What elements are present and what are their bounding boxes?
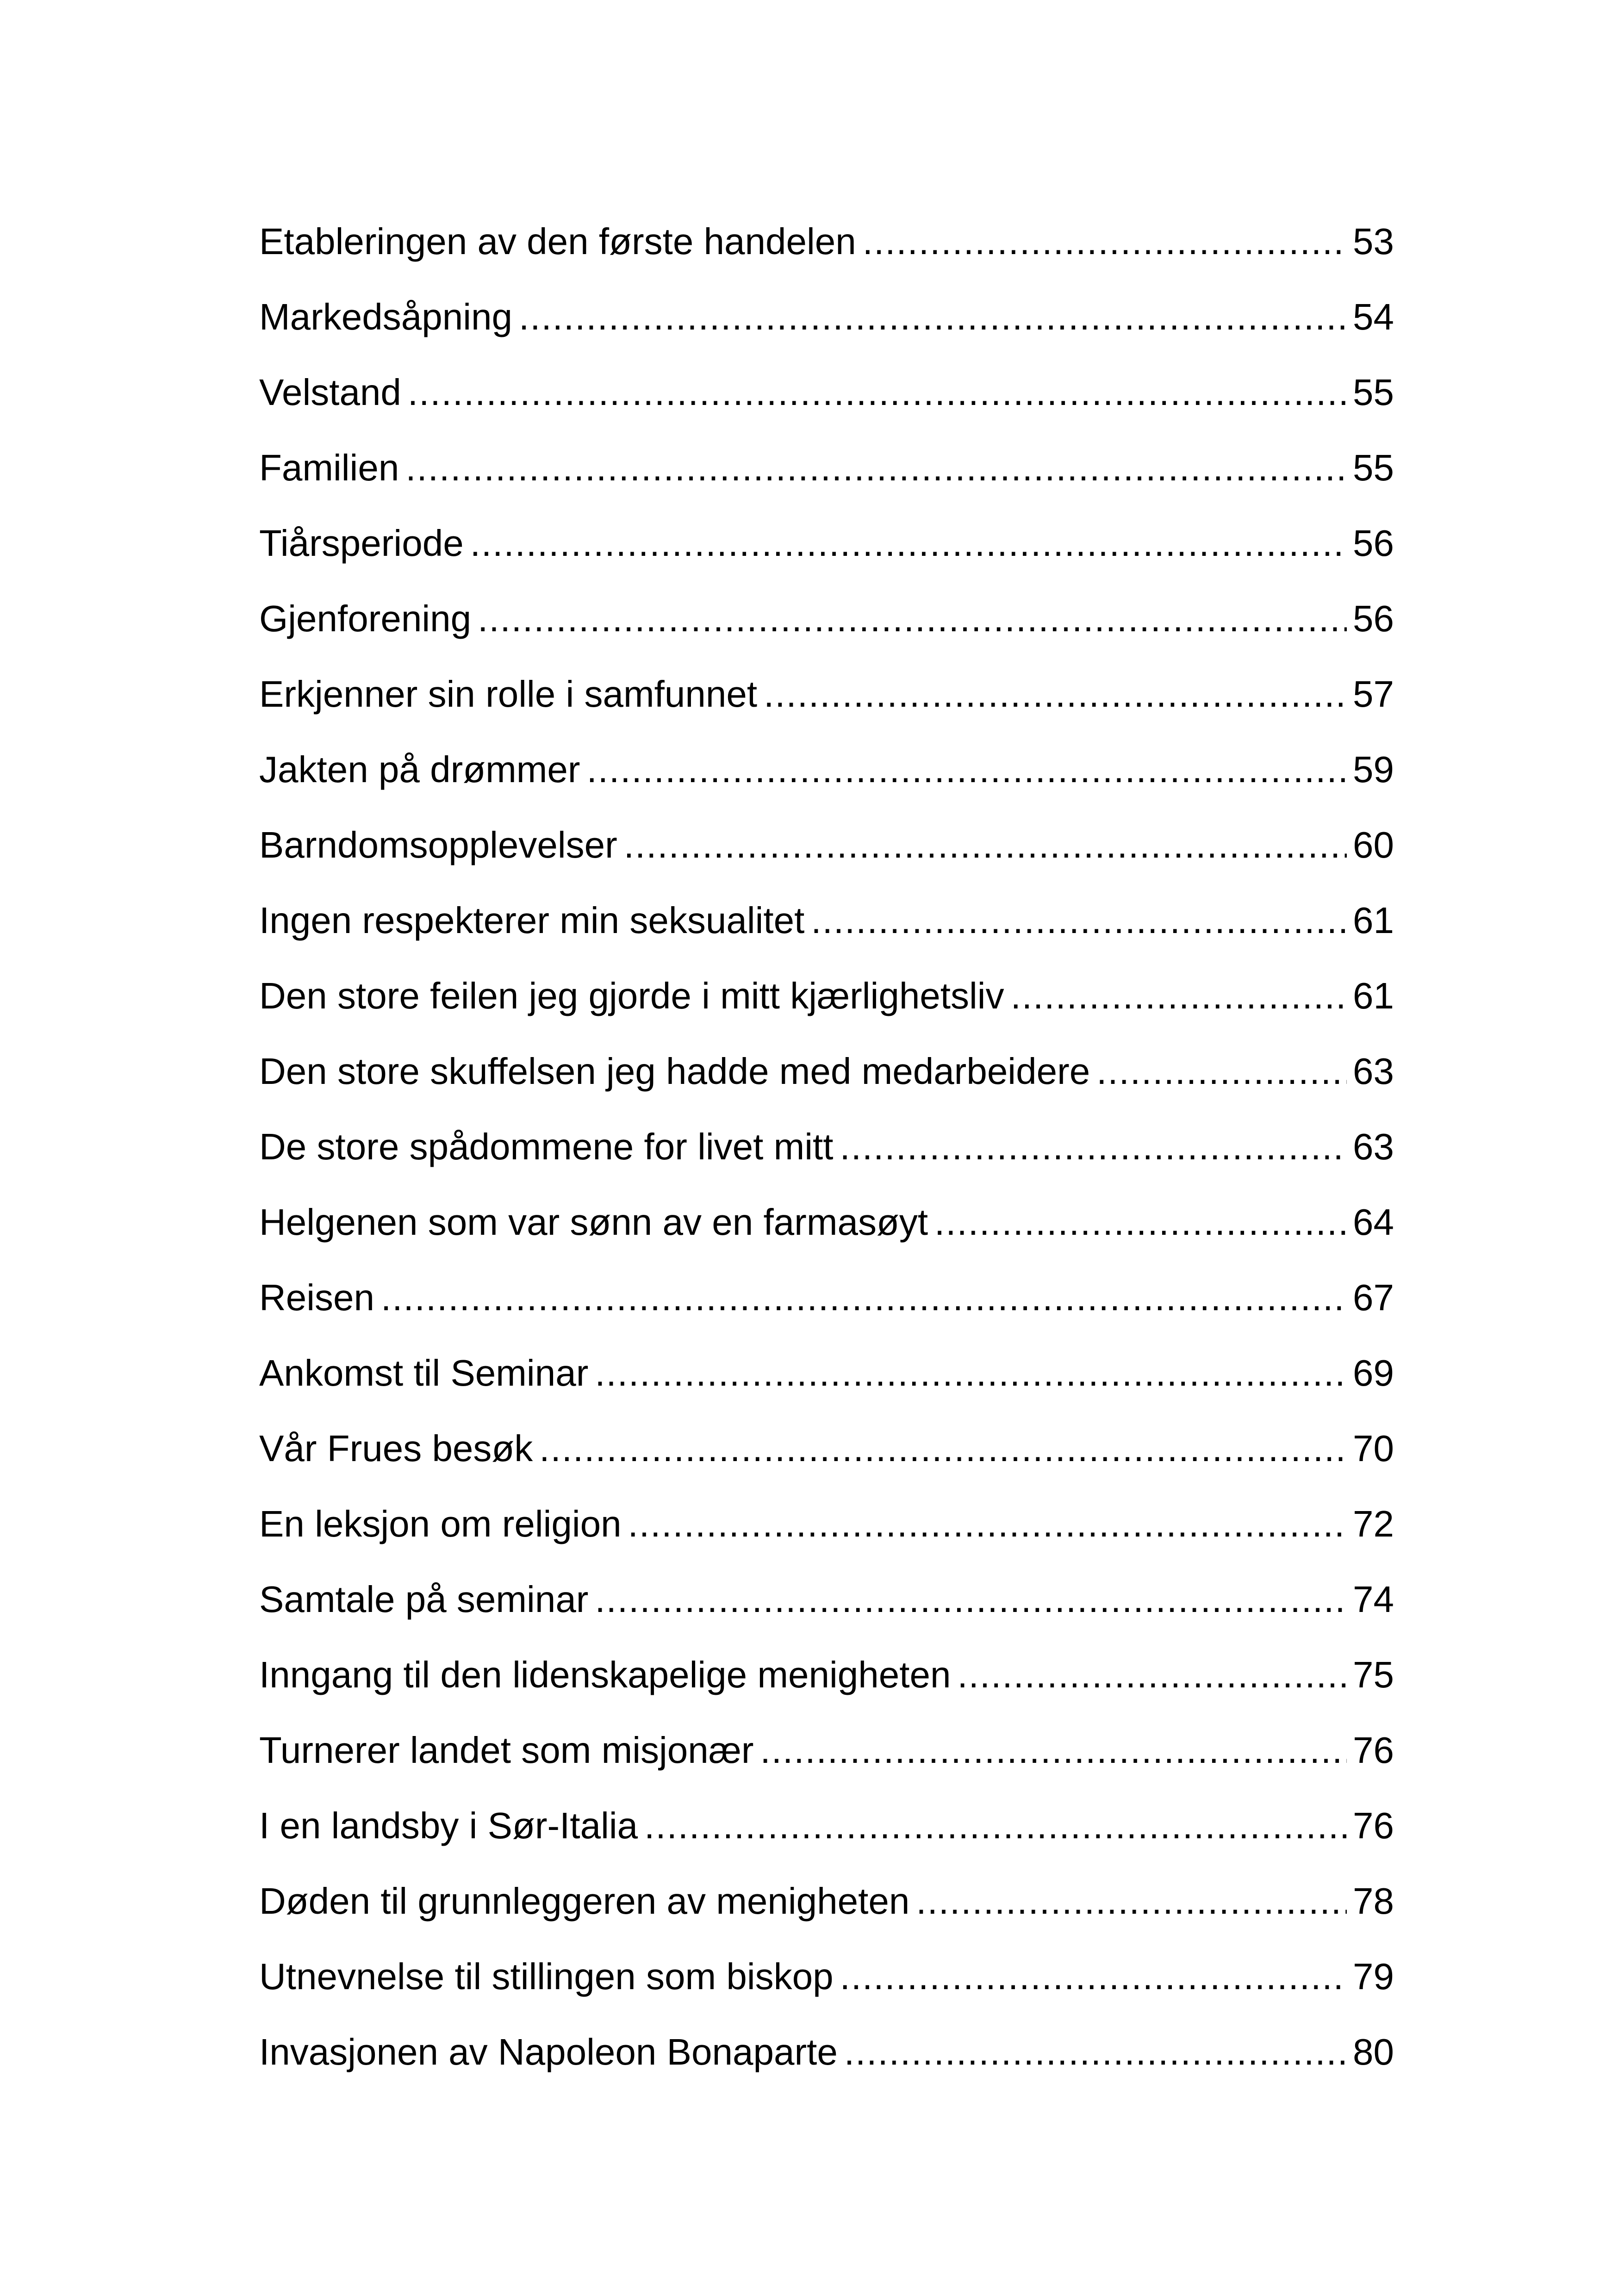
toc-dot-leader [470,505,1347,581]
toc-entry-page-number: 56 [1353,523,1394,564]
toc-entry-page-number: 59 [1353,749,1394,790]
toc-entry[interactable] [259,1863,1394,1939]
toc-entry-page-number: 75 [1353,1654,1394,1695]
toc-entry-page-number: 76 [1353,1805,1394,1846]
toc-entry[interactable] [259,732,1394,807]
toc-dot-leader [840,1109,1347,1184]
toc-entry-page-number: 60 [1353,824,1394,865]
toc-entry-title: Utnevnelse til stillingen som biskop [259,1956,834,1997]
toc-entry[interactable] [259,1109,1394,1184]
toc-dot-leader [624,807,1347,883]
toc-entry-title: Inngang til den lidenskapelige menigheten [259,1654,951,1695]
toc-dot-leader [408,355,1347,430]
toc-entry-page-number: 79 [1353,1956,1394,1997]
toc-entry-page-number: 63 [1353,1051,1394,1092]
toc-entry[interactable] [259,2014,1394,2090]
toc-dot-leader [1096,1033,1347,1109]
toc-entry[interactable] [259,355,1394,430]
toc-entry[interactable] [259,1411,1394,1486]
toc-entry-title: Vår Frues besøk [259,1428,533,1469]
toc-entry-title: Erkjenner sin rolle i samfunnet [259,673,758,715]
toc-entry-title: Markedsåpning [259,296,512,337]
toc-entry-page-number: 76 [1353,1730,1394,1771]
toc-entry-title: Jakten på drømmer [259,749,580,790]
toc-entry-page-number: 55 [1353,447,1394,488]
toc-dot-leader [1011,958,1347,1033]
toc-dot-leader [478,581,1347,656]
toc-dot-leader [844,2014,1347,2090]
toc-entry[interactable] [259,1486,1394,1562]
toc-dot-leader [863,204,1347,279]
toc-entry-page-number: 63 [1353,1126,1394,1167]
toc-entry[interactable] [259,204,1394,279]
toc-dot-leader [916,1863,1347,1939]
toc-entry-page-number: 78 [1353,1880,1394,1922]
toc-entry-title: Velstand [259,372,401,413]
toc-entry[interactable] [259,958,1394,1033]
toc-dot-leader [595,1562,1347,1637]
toc-entry-title: Helgenen som var sønn av en farmasøyt [259,1201,928,1243]
table-of-contents [259,204,1394,2090]
toc-entry-page-number: 61 [1353,975,1394,1016]
toc-entry[interactable] [259,656,1394,732]
toc-entry-title: Ingen respekterer min seksualitet [259,900,805,941]
toc-entry[interactable] [259,1712,1394,1788]
toc-dot-leader [760,1712,1347,1788]
toc-dot-leader [764,656,1347,732]
toc-entry[interactable] [259,1788,1394,1863]
toc-entry[interactable] [259,581,1394,656]
toc-entry[interactable] [259,1033,1394,1109]
toc-entry-title: Gjenforening [259,598,472,639]
toc-dot-leader [957,1637,1347,1712]
toc-entry[interactable] [259,1184,1394,1260]
toc-entry-title: Barndomsopplevelser [259,824,617,865]
toc-entry[interactable] [259,1637,1394,1712]
toc-entry-page-number: 74 [1353,1579,1394,1620]
toc-entry-page-number: 53 [1353,221,1394,262]
toc-dot-leader [595,1335,1347,1411]
toc-entry-page-number: 72 [1353,1503,1394,1544]
toc-dot-leader [381,1260,1347,1335]
toc-dot-leader [934,1184,1347,1260]
toc-entry[interactable] [259,430,1394,505]
toc-entry-title: Den store feilen jeg gjorde i mitt kjærlighetsliv [259,975,1004,1016]
toc-entry-page-number: 67 [1353,1277,1394,1318]
toc-entry[interactable] [259,807,1394,883]
toc-entry-title: Familien [259,447,399,488]
toc-entry-title: Etableringen av den første handelen [259,221,856,262]
toc-dot-leader [840,1939,1347,2014]
toc-entry-page-number: 69 [1353,1352,1394,1394]
toc-entry-title: De store spådommene for livet mitt [259,1126,834,1167]
toc-entry-page-number: 54 [1353,296,1394,337]
toc-entry-title: Den store skuffelsen jeg hadde med medarbeidere [259,1051,1090,1092]
toc-dot-leader [519,279,1347,355]
toc-entry-title: Turnerer landet som misjonær [259,1730,754,1771]
toc-entry-title: I en landsby i Sør-Italia [259,1805,638,1846]
toc-entry-page-number: 57 [1353,673,1394,715]
toc-dot-leader [644,1788,1347,1863]
toc-dot-leader [628,1486,1347,1562]
toc-entry[interactable] [259,505,1394,581]
toc-dot-leader [405,430,1347,505]
toc-entry-title: Invasjonen av Napoleon Bonaparte [259,2031,838,2072]
toc-entry-title: Døden til grunnleggeren av menigheten [259,1880,910,1922]
toc-entry-title: Reisen [259,1277,375,1318]
toc-entry-title: Samtale på seminar [259,1579,589,1620]
toc-dot-leader [811,883,1347,958]
toc-entry-page-number: 64 [1353,1201,1394,1243]
toc-entry[interactable] [259,883,1394,958]
toc-entry-page-number: 55 [1353,372,1394,413]
toc-entry-title: Ankomst til Seminar [259,1352,589,1394]
toc-dot-leader [587,732,1347,807]
toc-entry[interactable] [259,1260,1394,1335]
toc-entry[interactable] [259,1335,1394,1411]
toc-entry-title: En leksjon om religion [259,1503,622,1544]
toc-entry-page-number: 56 [1353,598,1394,639]
toc-dot-leader [539,1411,1347,1486]
toc-entry-title: Tiårsperiode [259,523,464,564]
toc-entry[interactable] [259,1939,1394,2014]
toc-entry-page-number: 61 [1353,900,1394,941]
toc-entry[interactable] [259,279,1394,355]
toc-entry[interactable] [259,1562,1394,1637]
toc-entry-page-number: 80 [1353,2031,1394,2072]
toc-entry-page-number: 70 [1353,1428,1394,1469]
